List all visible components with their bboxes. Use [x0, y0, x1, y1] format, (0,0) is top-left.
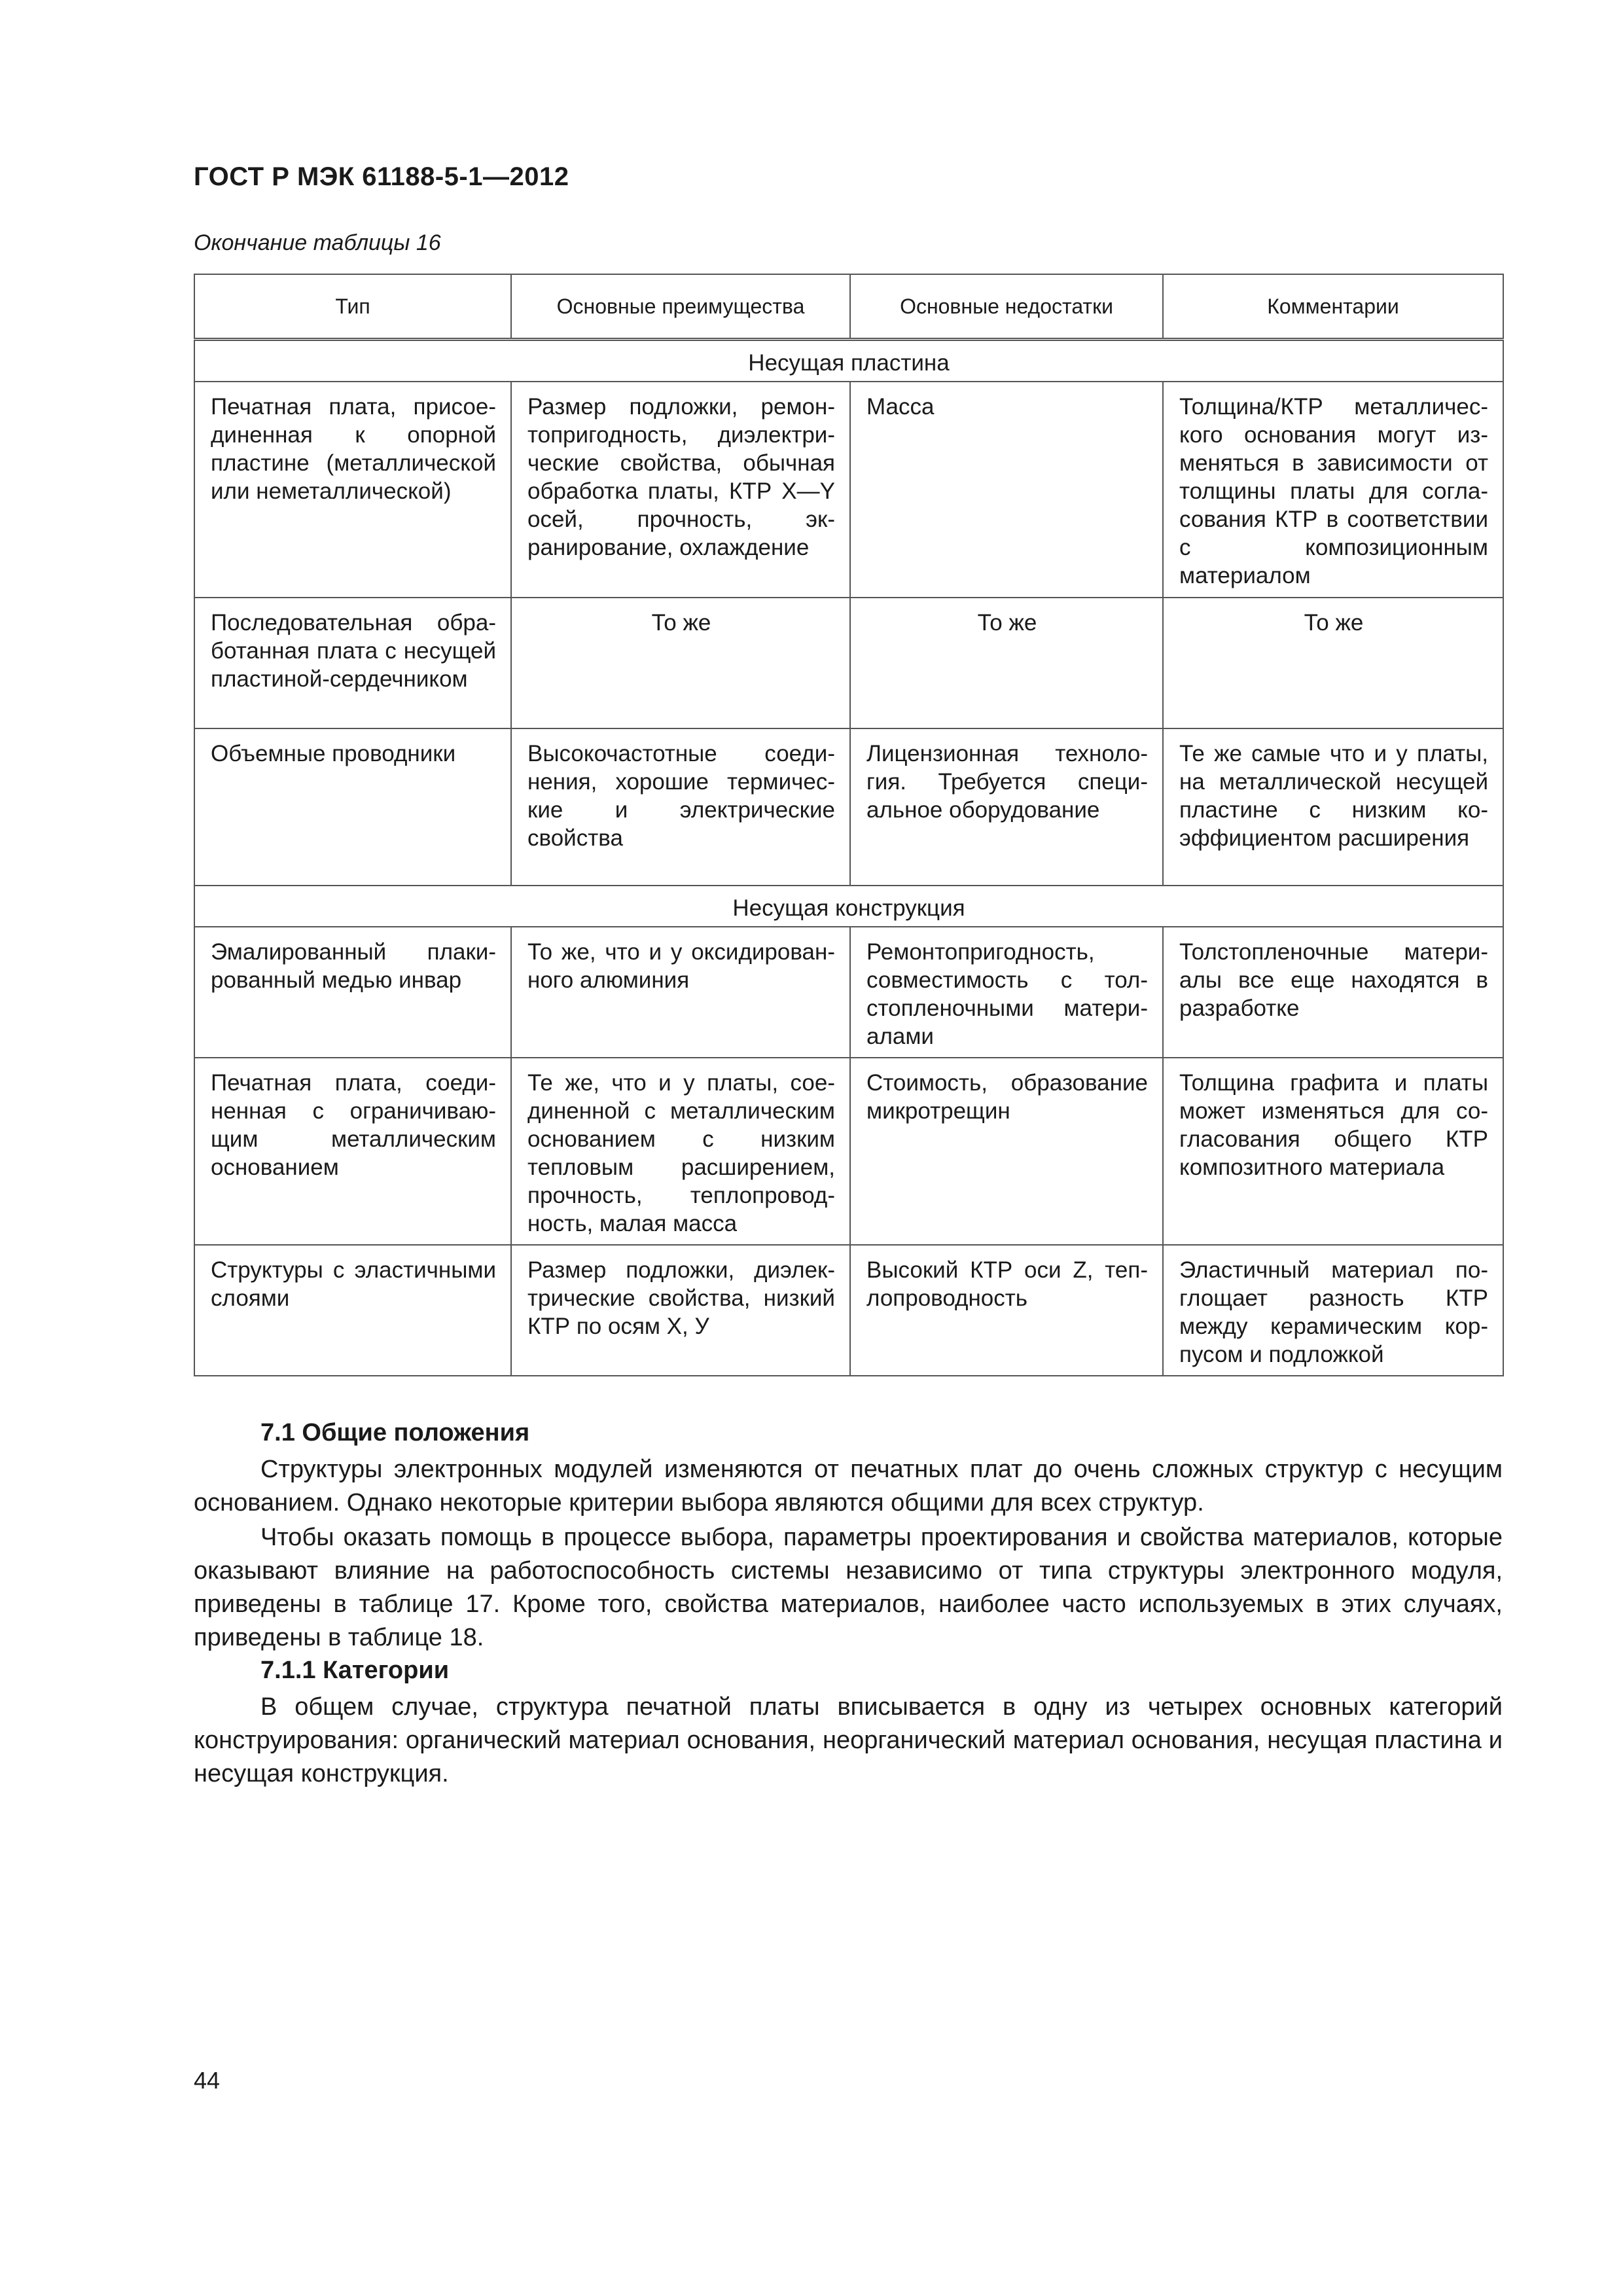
table-row: [194, 598, 1503, 728]
section-row: [194, 340, 1503, 382]
table-row: [194, 1245, 1503, 1376]
section-heading-7-1: 7.1 Общие положения: [260, 1419, 530, 1446]
table-cell: То же: [1163, 598, 1503, 728]
table-row: [194, 382, 1503, 598]
table-cell: То же: [850, 598, 1163, 728]
table-cell: Ремонтопригодность, совместимость с толстопленочными материалами: [850, 927, 1163, 1058]
table-cell: Структуры с эластичными слоями: [194, 1245, 511, 1376]
table-row: [194, 927, 1503, 1058]
section-label: Несущая пластина: [194, 340, 1503, 382]
table-cell: То же, что и у оксидированного алюминия: [511, 927, 850, 1058]
table-cell: Эластичный материал поглощает разность КТР между керамическим корпусом и подложкой: [1163, 1245, 1503, 1376]
table-cell: Размер подложки, диэлектрические свойства, низкий КТР по осям X, У: [511, 1245, 850, 1376]
table-cell: Толщина графита и платы может изменяться для согласования общего КТР композитного материала: [1163, 1058, 1503, 1245]
section-label: Несущая конструкция: [194, 886, 1503, 927]
table-cell: Те же самые что и у платы, на металлической несущей пластине с низким коэффициентом расширения: [1163, 728, 1503, 886]
table-cell: Масса: [850, 382, 1163, 598]
table-cell: То же: [511, 598, 850, 728]
table-row: [194, 728, 1503, 886]
section-heading-7-1-1: 7.1.1 Категории: [260, 1657, 450, 1684]
table-cell: Печатная плата, присоединенная к опорной пластине (металлической или неметаллической): [194, 382, 511, 598]
table-cell: Печатная плата, соединенная с ограничивающим металлическим основанием: [194, 1058, 511, 1245]
page-number: 44: [194, 2067, 221, 2094]
table-cell: Лицензионная технология. Требуется специальное оборудование: [850, 728, 1163, 886]
table-cell: Стоимость, образование микротрещин: [850, 1058, 1163, 1245]
table-cell: Толщина/КТР металлического основания могут изменяться в зависимости от толщины платы для согласования КТР в соответствии с композиционным материалом: [1163, 382, 1503, 598]
table-caption: Окончание таблицы 16: [194, 230, 441, 255]
table-cell: Толстопленочные материалы все еще находятся в разработке: [1163, 927, 1503, 1058]
paragraph: Чтобы оказать помощь в процессе выбора, параметры проектирования и свойства материалов, которые оказывают влияние на работоспособность системы независимо от типа структуры электронного модуля, приведены в таблице 17. Кроме того, свойства материалов, наиболее часто используемых в этих случаях, приведены в таблице 18.: [194, 1524, 1503, 1651]
section-row: [194, 886, 1503, 927]
table-header-row: [194, 274, 1503, 340]
column-header-type: Тип: [194, 274, 511, 340]
table-cell: Высокочастотные соединения, хорошие термические и электрические свойства: [511, 728, 850, 886]
paragraph: Структуры электронных модулей изменяются от печатных плат до очень сложных структур с несущим основанием. Однако некоторые критерии выбора являются общими для всех структур.: [194, 1456, 1503, 1516]
table-cell: Высокий КТР оси Z, теплопроводность: [850, 1245, 1163, 1376]
table-row: [194, 1058, 1503, 1245]
table-cell: Те же, что и у платы, соединенной с металлическим основанием с низким тепловым расширением, прочность, теплопроводность, малая масса: [511, 1058, 850, 1245]
table-cell: Эмалированный плакированный медью инвар: [194, 927, 511, 1058]
column-header-advantages: Основные преимущества: [511, 274, 850, 340]
document-header: ГОСТ Р МЭК 61188-5-1—2012: [194, 162, 569, 191]
table-cell: Размер подложки, ремонтопригодность, диэлектрические свойства, обычная обработка платы, КТР X—Y осей, прочность, экранирование, охлаждение: [511, 382, 850, 598]
table-16: [194, 274, 1504, 1376]
table-cell: Последовательная обработанная плата с несущей пластиной-сердечником: [194, 598, 511, 728]
table-cell: Объемные проводники: [194, 728, 511, 886]
paragraph: В общем случае, структура печатной платы вписывается в одну из четырех основных категорий конструирования: органический материал основания, неорганический материал основания, несущая пластина и несущая конструкция.: [194, 1693, 1503, 1787]
column-header-disadvantages: Основные недостатки: [850, 274, 1163, 340]
column-header-comments: Комментарии: [1163, 274, 1503, 340]
